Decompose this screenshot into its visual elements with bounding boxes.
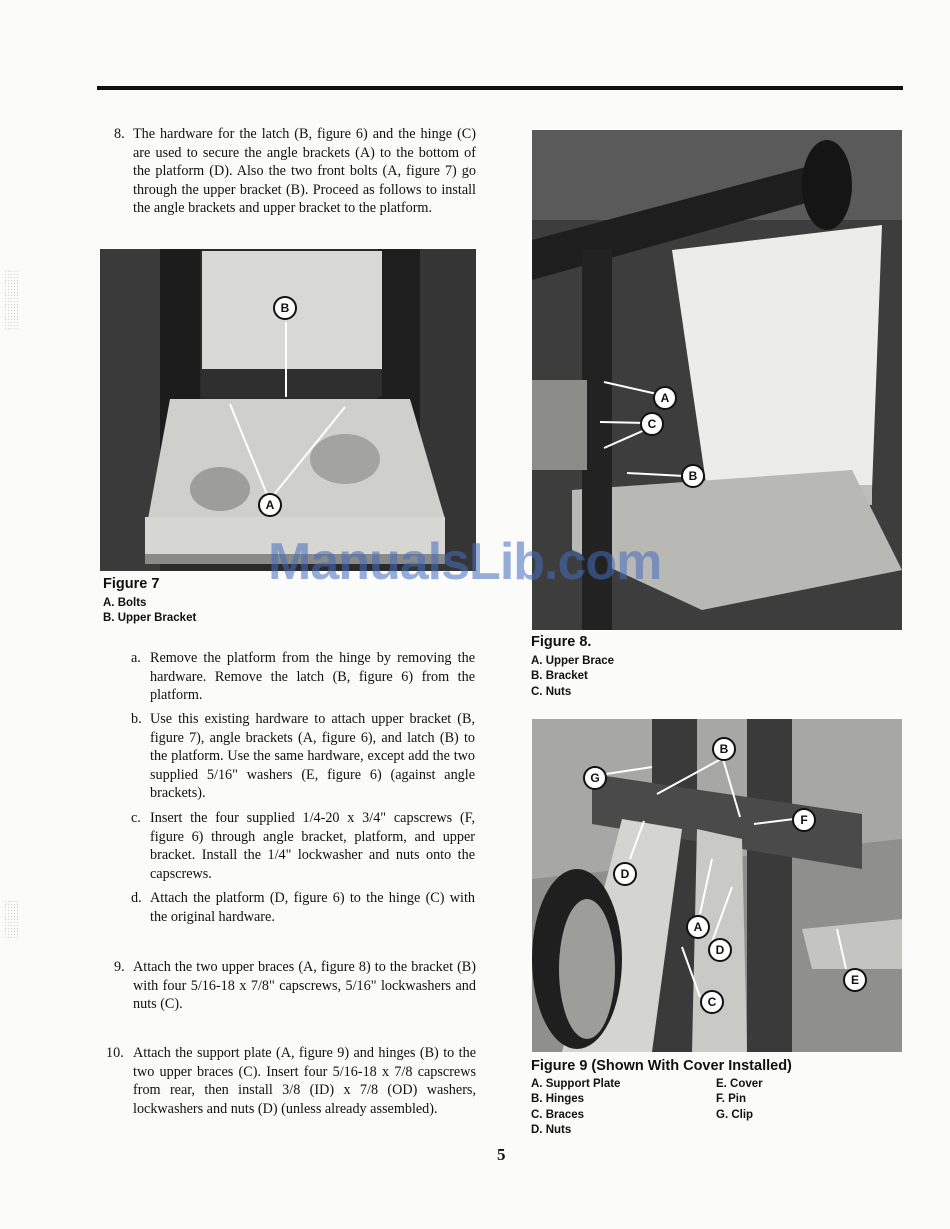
- figure-8-title: Figure 8.: [531, 634, 592, 650]
- figure-9-item-pin: F. Pin: [716, 1093, 747, 1105]
- figure-7-photo: [100, 249, 476, 571]
- figure-9-item-hinges: B. Hinges: [531, 1093, 585, 1105]
- figure-9-title: Figure 9 (Shown With Cover Installed): [531, 1058, 792, 1074]
- figure-7-title: Figure 7: [103, 576, 160, 592]
- step-9-number: 9.: [114, 959, 125, 975]
- figure-9-callout-c: C: [700, 990, 724, 1014]
- figure-7-item-upper-bracket: B. Upper Bracket: [103, 612, 197, 624]
- figure-9-callout-b: B: [712, 737, 736, 761]
- substep-d-text: Attach the platform (D, figure 6) to the hinge (C) with the original hardware.: [150, 890, 475, 925]
- page-number: 5: [497, 1145, 506, 1164]
- figure-8-callout-b: B: [681, 464, 705, 488]
- substep-b-label: b.: [131, 711, 142, 727]
- substep-c-label: c.: [131, 810, 141, 826]
- header-rule: [97, 86, 903, 90]
- substep-d-label: d.: [131, 890, 142, 906]
- figure-9-item-braces: C. Braces: [531, 1109, 585, 1121]
- figure-8-item-bracket: B. Bracket: [531, 670, 588, 682]
- figure-9-callout-d-upper: D: [613, 862, 637, 886]
- step-8-text: The hardware for the latch (B, figure 6) and the hinge (C) are used to secure the angle brackets (A) to the bottom of the platform (D). Also the two front bolts (A, figure 7) go through the upper bracket (B). Proceed as follows to install the angle brackets and upper bracket to the platform.: [133, 126, 476, 217]
- figure-8-item-nuts: C. Nuts: [531, 686, 572, 698]
- figure-9-callout-d-lower: D: [708, 938, 732, 962]
- watermark: ManualsLib.com: [268, 533, 662, 591]
- figure-8-item-upper-brace: A. Upper Brace: [531, 655, 615, 667]
- figure-7-item-bolts: A. Bolts: [103, 597, 147, 609]
- figure-8-callout-c: C: [640, 412, 664, 436]
- figure-7-callout-b: B: [273, 296, 297, 320]
- figure-9-item-nuts: D. Nuts: [531, 1124, 572, 1136]
- figure-9-item-cover: E. Cover: [716, 1078, 763, 1090]
- figure-9-item-clip: G. Clip: [716, 1109, 754, 1121]
- figure-9-callout-a: A: [686, 915, 710, 939]
- substep-a-label: a.: [131, 650, 141, 666]
- figure-9-callout-e: E: [843, 968, 867, 992]
- figure-7-callout-a: A: [258, 493, 282, 517]
- figure-9-item-support-plate: A. Support Plate: [531, 1078, 621, 1090]
- scan-noise-bottom: [4, 900, 18, 940]
- step-8-number: 8.: [114, 126, 125, 142]
- substep-b-text: Use this existing hardware to attach upper bracket (B, figure 7), angle brackets (A, figure 6), and latch (B) to the platform. Use the same hardware, except add the two supplied 5/16" washers (E, figure 6) (against angle brackets).: [150, 711, 475, 802]
- step-10-text: Attach the support plate (A, figure 9) and hinges (B) to the two upper braces (C). Insert four 5/16-18 x 7/8 capscrews from rear, then install 3/8 (ID) x 7/8 (OD) washers, lockwashers and nuts (D) (unless already assembled).: [133, 1045, 476, 1117]
- scan-noise-top: [4, 270, 18, 330]
- figure-9-callout-g: G: [583, 766, 607, 790]
- step-9-text: Attach the two upper braces (A, figure 8) to the bracket (B) with four 5/16-18 x 7/8" capscrews, 5/16" lockwashers and nuts (C).: [133, 959, 476, 1013]
- figure-9-callout-f: F: [792, 808, 816, 832]
- figure-8-callout-a: A: [653, 386, 677, 410]
- substep-a-text: Remove the platform from the hinge by removing the hardware. Remove the latch (B, figure 6) from the platform.: [150, 650, 475, 704]
- substep-c-text: Insert the four supplied 1/4-20 x 3/4" capscrews (F, figure 6) through angle bracket, platform, and upper bracket. Install the 1/4" lockwasher and nuts onto the capscrews.: [150, 810, 475, 882]
- step-10-number: 10.: [106, 1045, 124, 1061]
- figure-9-photo: [532, 719, 902, 1052]
